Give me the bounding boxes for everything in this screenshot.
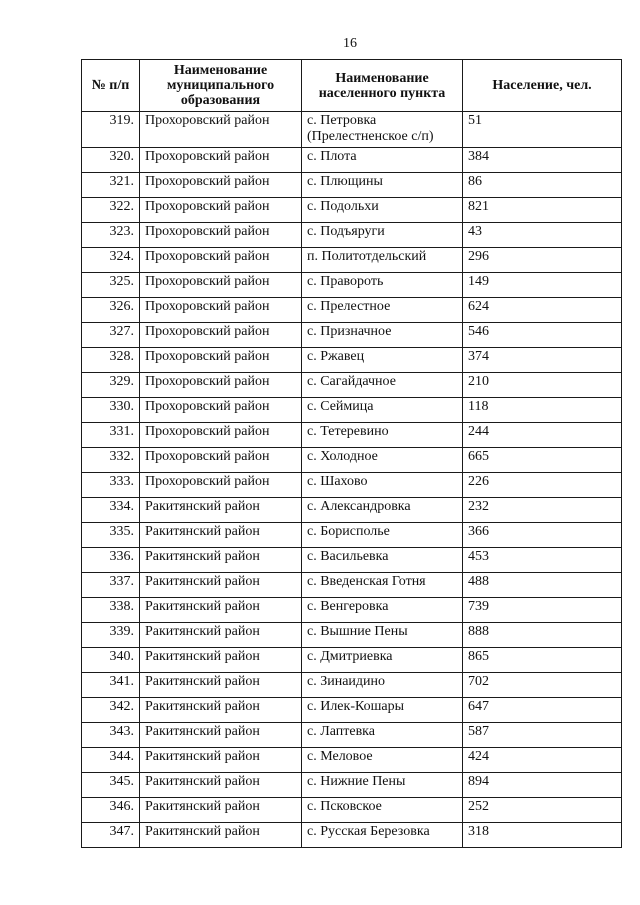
cell-settlement: с. Подольхи (302, 198, 463, 223)
cell-number: 339. (82, 623, 140, 648)
cell-settlement: с. Лаптевка (302, 723, 463, 748)
cell-population: 546 (463, 323, 622, 348)
cell-municipality: Прохоровский район (140, 398, 302, 423)
cell-number: 334. (82, 498, 140, 523)
header-settlement: Наименование населенного пункта (302, 60, 463, 112)
cell-municipality: Прохоровский район (140, 223, 302, 248)
cell-municipality: Прохоровский район (140, 373, 302, 398)
cell-settlement: с. Зинаидино (302, 673, 463, 698)
table-row (82, 673, 622, 698)
cell-number: 344. (82, 748, 140, 773)
table-row (82, 723, 622, 748)
cell-settlement: с. Сагайдачное (302, 373, 463, 398)
table-row (82, 148, 622, 173)
cell-municipality: Прохоровский район (140, 198, 302, 223)
cell-number: 341. (82, 673, 140, 698)
table-row (82, 573, 622, 598)
cell-number: 335. (82, 523, 140, 548)
header-municipality: Наименование муниципального образования (140, 60, 302, 112)
cell-number: 342. (82, 698, 140, 723)
table-row (82, 398, 622, 423)
cell-municipality: Прохоровский район (140, 173, 302, 198)
cell-population: 665 (463, 448, 622, 473)
cell-number: 329. (82, 373, 140, 398)
cell-population: 226 (463, 473, 622, 498)
cell-municipality: Ракитянский район (140, 773, 302, 798)
table-row (82, 273, 622, 298)
cell-municipality: Ракитянский район (140, 598, 302, 623)
cell-population: 43 (463, 223, 622, 248)
cell-number: 345. (82, 773, 140, 798)
settlements-table (81, 59, 622, 848)
cell-population: 232 (463, 498, 622, 523)
table-row (82, 112, 622, 148)
table-row (82, 223, 622, 248)
cell-settlement: с. Ржавец (302, 348, 463, 373)
cell-number: 331. (82, 423, 140, 448)
header-population: Население, чел. (463, 60, 622, 112)
cell-number: 347. (82, 823, 140, 848)
cell-settlement: с. Сеймица (302, 398, 463, 423)
cell-population: 149 (463, 273, 622, 298)
cell-settlement: с. Введенская Готня (302, 573, 463, 598)
cell-number: 323. (82, 223, 140, 248)
table-row (82, 648, 622, 673)
table-row (82, 773, 622, 798)
cell-municipality: Ракитянский район (140, 823, 302, 848)
cell-municipality: Прохоровский район (140, 323, 302, 348)
cell-settlement: с. Петровка (Прелестненское с/п) (302, 112, 463, 148)
table-row (82, 298, 622, 323)
cell-number: 328. (82, 348, 140, 373)
cell-number: 340. (82, 648, 140, 673)
cell-population: 296 (463, 248, 622, 273)
cell-settlement: с. Венгеровка (302, 598, 463, 623)
table-row (82, 198, 622, 223)
table-row (82, 498, 622, 523)
cell-settlement: с. Холодное (302, 448, 463, 473)
cell-municipality: Ракитянский район (140, 723, 302, 748)
cell-municipality: Прохоровский район (140, 348, 302, 373)
cell-population: 865 (463, 648, 622, 673)
cell-population: 210 (463, 373, 622, 398)
header-number: № п/п (82, 60, 140, 112)
cell-settlement: с. Александровка (302, 498, 463, 523)
cell-settlement: с. Борисполье (302, 523, 463, 548)
cell-settlement: с. Васильевка (302, 548, 463, 573)
cell-municipality: Ракитянский район (140, 648, 302, 673)
cell-settlement: с. Меловое (302, 748, 463, 773)
table-row (82, 173, 622, 198)
cell-population: 86 (463, 173, 622, 198)
table-row (82, 248, 622, 273)
cell-settlement: с. Вышние Пены (302, 623, 463, 648)
cell-municipality: Ракитянский район (140, 673, 302, 698)
table-row (82, 698, 622, 723)
cell-population: 366 (463, 523, 622, 548)
cell-population: 821 (463, 198, 622, 223)
cell-population: 318 (463, 823, 622, 848)
cell-population: 702 (463, 673, 622, 698)
cell-population: 624 (463, 298, 622, 323)
cell-municipality: Ракитянский район (140, 523, 302, 548)
cell-municipality: Ракитянский район (140, 548, 302, 573)
cell-settlement: с. Тетеревино (302, 423, 463, 448)
cell-population: 51 (463, 112, 622, 148)
cell-number: 320. (82, 148, 140, 173)
cell-settlement: п. Политотдельский (302, 248, 463, 273)
cell-municipality: Прохоровский район (140, 298, 302, 323)
cell-number: 325. (82, 273, 140, 298)
cell-settlement: с. Нижние Пены (302, 773, 463, 798)
cell-municipality: Прохоровский район (140, 448, 302, 473)
cell-number: 336. (82, 548, 140, 573)
cell-population: 739 (463, 598, 622, 623)
table-row (82, 823, 622, 848)
cell-number: 338. (82, 598, 140, 623)
table-row (82, 523, 622, 548)
cell-number: 337. (82, 573, 140, 598)
cell-settlement: с. Плота (302, 148, 463, 173)
cell-settlement: с. Илек-Кошары (302, 698, 463, 723)
cell-municipality: Ракитянский район (140, 748, 302, 773)
cell-population: 374 (463, 348, 622, 373)
table-row (82, 423, 622, 448)
cell-population: 244 (463, 423, 622, 448)
cell-number: 326. (82, 298, 140, 323)
cell-number: 324. (82, 248, 140, 273)
table-row (82, 623, 622, 648)
table-row (82, 473, 622, 498)
cell-population: 888 (463, 623, 622, 648)
table-row (82, 548, 622, 573)
cell-municipality: Прохоровский район (140, 423, 302, 448)
table-row (82, 748, 622, 773)
cell-number: 322. (82, 198, 140, 223)
cell-settlement: с. Правороть (302, 273, 463, 298)
cell-population: 252 (463, 798, 622, 823)
table-body (82, 112, 622, 848)
cell-number: 343. (82, 723, 140, 748)
cell-population: 424 (463, 748, 622, 773)
cell-municipality: Ракитянский район (140, 623, 302, 648)
cell-number: 330. (82, 398, 140, 423)
cell-settlement: с. Прелестное (302, 298, 463, 323)
cell-settlement: с. Плющины (302, 173, 463, 198)
cell-municipality: Ракитянский район (140, 498, 302, 523)
cell-number: 327. (82, 323, 140, 348)
cell-municipality: Ракитянский район (140, 573, 302, 598)
cell-population: 118 (463, 398, 622, 423)
cell-population: 384 (463, 148, 622, 173)
table-row (82, 798, 622, 823)
cell-settlement: с. Подъяруги (302, 223, 463, 248)
cell-municipality: Ракитянский район (140, 798, 302, 823)
cell-municipality: Ракитянский район (140, 698, 302, 723)
cell-number: 346. (82, 798, 140, 823)
cell-population: 587 (463, 723, 622, 748)
cell-settlement: с. Шахово (302, 473, 463, 498)
cell-population: 647 (463, 698, 622, 723)
cell-settlement: с. Русская Березовка (302, 823, 463, 848)
cell-settlement: с. Дмитриевка (302, 648, 463, 673)
table-row (82, 348, 622, 373)
cell-number: 319. (82, 112, 140, 148)
page-number: 16 (343, 36, 357, 51)
cell-municipality: Прохоровский район (140, 112, 302, 148)
table-header-row (82, 60, 622, 112)
cell-municipality: Прохоровский район (140, 473, 302, 498)
table-row (82, 373, 622, 398)
table-row (82, 448, 622, 473)
cell-number: 321. (82, 173, 140, 198)
cell-settlement: с. Призначное (302, 323, 463, 348)
cell-municipality: Прохоровский район (140, 248, 302, 273)
cell-population: 894 (463, 773, 622, 798)
cell-number: 333. (82, 473, 140, 498)
cell-population: 488 (463, 573, 622, 598)
cell-population: 453 (463, 548, 622, 573)
table-row (82, 323, 622, 348)
cell-municipality: Прохоровский район (140, 273, 302, 298)
cell-number: 332. (82, 448, 140, 473)
table-row (82, 598, 622, 623)
cell-municipality: Прохоровский район (140, 148, 302, 173)
cell-settlement: с. Псковское (302, 798, 463, 823)
